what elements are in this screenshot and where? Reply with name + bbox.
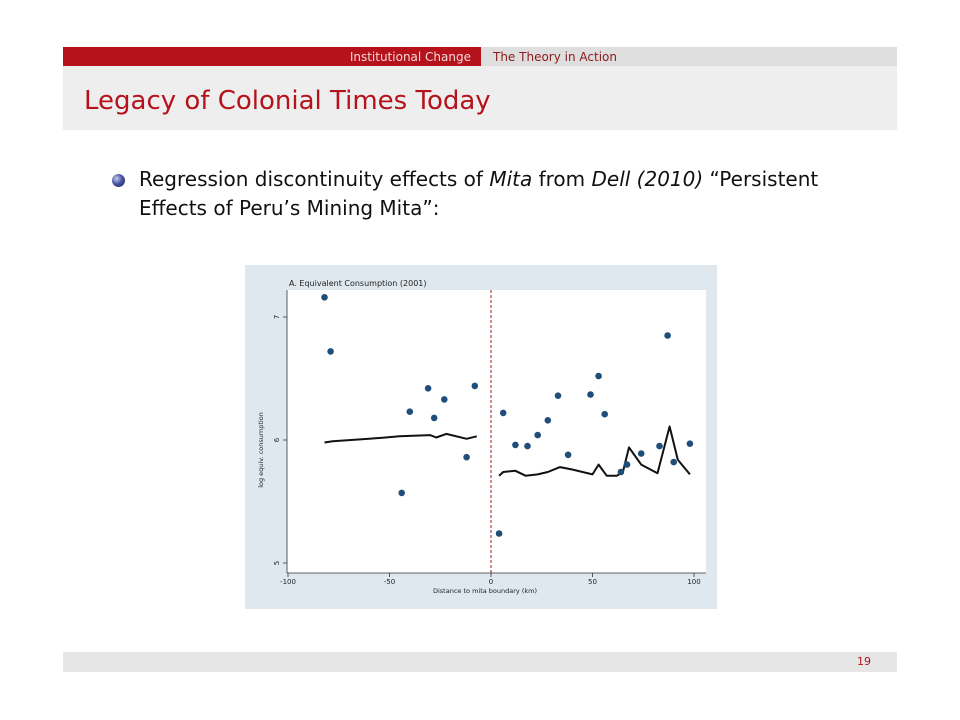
slide-footer xyxy=(63,652,897,672)
data-point xyxy=(500,410,507,417)
data-point xyxy=(670,459,677,466)
data-point xyxy=(565,452,572,459)
subsection-label: The Theory in Action xyxy=(493,49,617,64)
bullet-ball-icon xyxy=(112,174,125,187)
bullet-italic-mita: Mita xyxy=(489,167,533,191)
data-point xyxy=(687,440,694,447)
data-point xyxy=(425,385,432,392)
slide-title-bar xyxy=(63,66,897,130)
y-axis-label: log equiv. consumption xyxy=(257,412,265,488)
data-point xyxy=(327,348,334,355)
data-point xyxy=(431,415,438,422)
rd-scatter-chart xyxy=(245,265,717,609)
data-point xyxy=(321,294,328,301)
data-point xyxy=(398,490,405,497)
chart-svg xyxy=(245,265,717,609)
chart-title: A. Equivalent Consumption (2001) xyxy=(289,279,427,288)
data-point xyxy=(472,383,479,390)
x-axis-label: Distance to mita boundary (km) xyxy=(432,587,538,595)
y-tick-label: 5 xyxy=(273,560,281,566)
data-point xyxy=(512,442,519,449)
x-tick-label: -50 xyxy=(383,578,396,586)
section-nav-current[interactable] xyxy=(63,47,481,66)
data-point xyxy=(595,373,602,380)
y-tick-label: 7 xyxy=(273,314,281,320)
x-tick-label: 50 xyxy=(588,578,597,586)
data-point xyxy=(656,443,663,450)
data-point xyxy=(624,461,631,468)
data-point xyxy=(496,530,503,537)
y-tick-label: 6 xyxy=(273,437,281,443)
page-number: 19 xyxy=(857,655,871,668)
data-point xyxy=(618,469,625,476)
x-tick-label: 100 xyxy=(687,578,701,586)
bullet-text xyxy=(139,165,872,223)
bullet-text-part: “Persistent Effects of Peru’s Mining Mita”: xyxy=(139,167,819,220)
section-navigation-bar xyxy=(63,47,897,66)
bullet-item xyxy=(112,165,872,223)
data-point xyxy=(664,332,671,339)
bullet-text-part: Regression discontinuity effects of xyxy=(139,167,490,191)
data-point xyxy=(587,391,594,398)
data-point xyxy=(638,450,645,457)
x-tick-label: -100 xyxy=(280,578,296,586)
plot-area xyxy=(287,290,706,573)
subsection-nav[interactable] xyxy=(481,47,897,66)
section-label: Institutional Change xyxy=(349,49,471,64)
data-point xyxy=(545,417,552,424)
data-point xyxy=(407,408,414,415)
data-point xyxy=(463,454,470,461)
slide-title: Legacy of Colonial Times Today xyxy=(84,86,491,116)
data-point xyxy=(555,392,562,399)
bullet-italic-citation: Dell (2010) xyxy=(591,167,704,191)
data-point xyxy=(601,411,608,418)
data-point xyxy=(524,443,531,450)
x-tick-label: 0 xyxy=(488,578,494,586)
data-point xyxy=(534,432,541,439)
bullet-text-part: from xyxy=(532,167,592,191)
data-point xyxy=(441,396,448,403)
